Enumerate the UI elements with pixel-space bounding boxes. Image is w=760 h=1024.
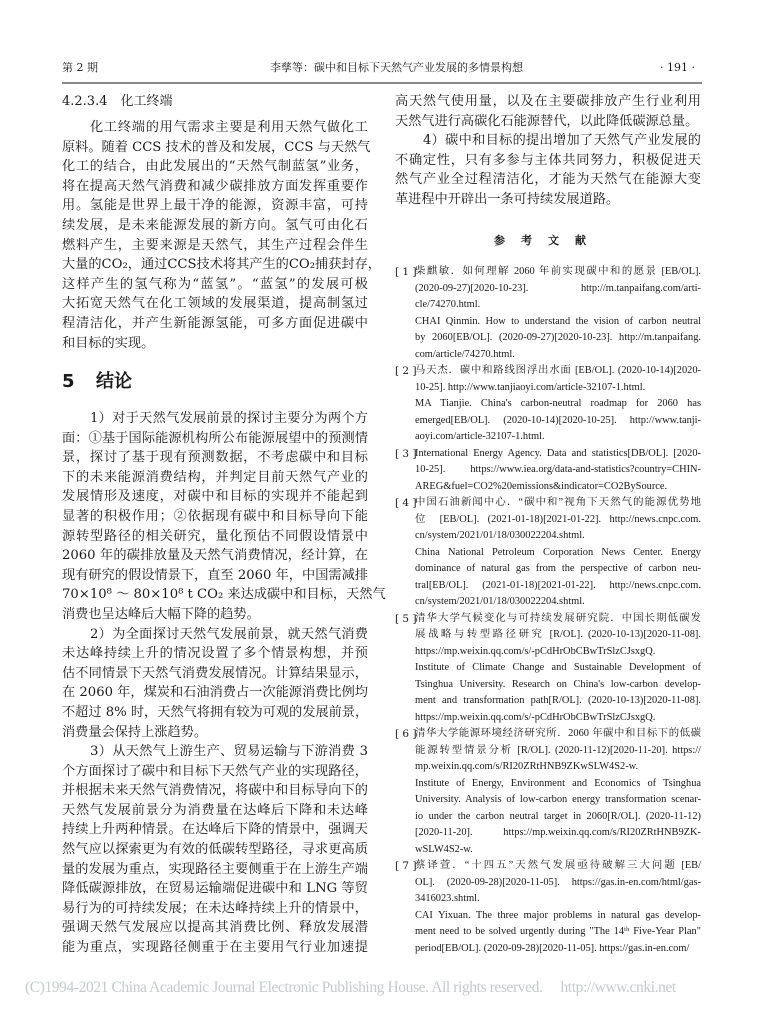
reference-line: International Energy Agency. Data and statistics[DB/OL]. [2020-	[415, 447, 701, 459]
text-line: 不确定性，只有多参与主体共同努力，积极促进天	[395, 152, 701, 168]
reference-line: 3416023.shtml.	[415, 893, 480, 904]
text-line: 4）碳中和目标的提出增加了天然气产业发展的	[423, 133, 701, 149]
text-line: 将在提高天然气消费和减少碳排放方面发挥重要作	[62, 178, 368, 194]
reference-number: [ 5 ]	[395, 612, 417, 625]
text-line: 未达峰持续上升的情况设置了多个情景构想，并预	[62, 646, 368, 662]
reference-number: [ 2 ]	[395, 365, 417, 377]
reference-line: 柴麒敏．如何理解 2060 年前实现碳中和的愿景 [EB/OL].	[415, 266, 701, 277]
text-line: 1）对于天然气发展前景的探讨主要分为两个方	[90, 411, 368, 426]
reference-line: 清华大学气候变化与可持续发展研究院．中国长期低碳发	[415, 612, 701, 624]
text-line: 和目标的实现。	[62, 335, 155, 351]
reference-item	[395, 495, 701, 611]
reference-line: AREG&fuel=CO2%20emissions&indicator=CO2BySource.	[415, 480, 668, 492]
text-line: 并根据未来天然气消费情况，将碳中和目标导向下的	[62, 783, 368, 799]
reference-line: 10-25]. http://www.tanjiaoyi.com/article-32107-1.html.	[415, 381, 646, 393]
conclusion-paragraph	[62, 409, 386, 625]
subsection-heading: 4.2.3.4 化工终端	[62, 94, 173, 109]
reference-line: aoyi.com/article-32107-1.html.	[415, 431, 545, 442]
text-line: 革进程中开辟出一条可持续发展道路。	[395, 191, 620, 207]
text-line: 发展情形及速度，对碳中和目标的实现并不能起到	[62, 489, 368, 505]
reference-item	[395, 363, 701, 446]
text-line: 2）为全面探讨天然气发展前景，就天然气消费	[90, 626, 368, 642]
reference-line: 马天杰．碳中和路线图浮出水面 [EB/OL]. (2020-10-14)[2020-	[415, 365, 701, 376]
reference-line: 能源转型情景分析 [R/OL]. (2020-11-12)[2020-11-20]. https://	[415, 744, 701, 756]
text-line: 燃料产生，主要来源是天然气，其生产过程会伴生	[62, 237, 368, 253]
text-line: 消费量会保持上涨趋势。	[62, 724, 208, 740]
text-line: 强调天然气发展应以提高其消费比例、释放发展潜	[62, 920, 368, 936]
reference-line: CHAI Qinmin. How to understand the vision of carbon neutral	[415, 315, 701, 327]
reference-line: tral[EB/OL]. (2021-01-18)[2021-01-22]. http://news.cnpc.com.	[415, 579, 701, 591]
reference-line: MA Tianjie. China's carbon-neutral roadmap for 2060 has	[415, 398, 701, 409]
reference-line: CAI Yixuan. The three major problems in natural gas develop-	[415, 909, 701, 921]
text-line: 在 2060 年，煤炭和石油消费占一次能源消费比例均	[62, 685, 368, 701]
text-line: 天然气进行高碳化石能源替代，以此降低碳源总量。	[395, 113, 699, 129]
text-line: 源转型路径的相关研究，量化预估不同假设情景中	[62, 528, 368, 544]
reference-line: 10-25]. https://www.iea.org/data-and-statistics?country=CHIN-	[415, 464, 701, 475]
text-line: 用。氢能是世界上最干净的能源，资源丰富，可持	[62, 198, 368, 214]
reference-number: [ 6 ]	[395, 728, 417, 740]
text-line: 景，探讨了基于现有预测数据，不考虑碳中和目标	[62, 450, 368, 466]
text-line: 能为重点，实现路径侧重于在主要用气行业加速提	[62, 940, 368, 956]
text-line: 估不同情景下天然气消费发展情况。计算结果显示，	[62, 665, 368, 681]
reference-line: ment need to be solved urgently during "The 14ᵗʰ Five-Year Plan"	[415, 926, 701, 937]
reference-line: by 2060[EB/OL]. (2020-09-27)[2020-10-23]. http://m.tanpaifang.	[415, 332, 701, 343]
text-line: 原料。随着 CCS 技术的普及和发展，CCS 与天然气	[62, 139, 371, 155]
text-line: 天然气发展前景分为消费量在达峰后下降和未达峰	[62, 802, 368, 818]
running-title: 李孳等：碳中和目标下天然气产业发展的多情景构想	[270, 61, 523, 74]
reference-line: mp.weixin.qq.com/s/RI20ZRtHNB9ZKwSLW4S2-w.	[415, 761, 639, 772]
references-list	[395, 264, 701, 957]
text-line: 续发展，是未来能源发展的新方向。氢气可由化石	[62, 217, 368, 233]
reference-line: OL]. (2020-09-28)[2020-11-05]. https://gas.in-en.com/html/gas-	[415, 876, 701, 888]
conclusion-paragraph	[62, 625, 368, 743]
text-line: 现有研究的假设情景下，直至 2060 年，中国需减排	[62, 567, 368, 583]
conclusions-continued	[395, 92, 701, 210]
text-line: 然气产业全过程清洁化，才能为天然气在能源大变	[395, 172, 701, 188]
text-line: 面：①基于国际能源机构所公布能源展望中的预测情	[62, 430, 368, 446]
text-line: 降低碳源排放，在贸易运输端促进碳中和 LNG 等贸	[62, 881, 368, 897]
text-line: 程清洁化，并产生新能源氢能，可多方面促进碳中	[62, 315, 368, 331]
text-line: 高天然气使用量，以及在主要碳排放产生行业利用	[395, 94, 701, 109]
reference-line: io under the carbon neutral target in 2060[R/OL]. (2020-11-12)	[415, 810, 701, 822]
text-line: 大量的CO₂，通过CCS技术将其产生的CO₂捕获封存，	[62, 257, 381, 273]
conclusions-list	[62, 409, 386, 958]
reference-number: [ 1 ]	[395, 266, 417, 278]
section-title-text: 结论	[96, 371, 132, 392]
reference-line: 展战略与转型路径研究 [R/OL]. (2020-10-13)[2020-11-08].	[415, 629, 701, 640]
reference-line: [2020-11-20]. https://mp.weixin.qq.com/s/RI20ZRtHNB9ZK-	[415, 827, 701, 838]
text-line: 70×10⁸ ～ 80×10⁸ t CO₂ 来达成碳中和目标，天然气	[62, 587, 386, 603]
reference-line: 蔡译萱．“十四五”天然气发展亟待破解三大问题 [EB/	[415, 860, 701, 871]
conclusion-paragraph	[62, 742, 368, 958]
reference-line: https://mp.weixin.qq.com/s/-pCdHrObCBwTrSlzCJsxgQ.	[415, 645, 656, 657]
right-column	[395, 92, 701, 210]
reference-line: dominance of natural gas from the perspective of carbon neu-	[415, 563, 701, 574]
reference-line: wSLW4S2-w.	[415, 843, 473, 855]
reference-number: [ 4 ]	[395, 497, 417, 509]
text-line: 这样产生的氢气称为“蓝氢”。“蓝氢”的发展可极	[62, 276, 368, 292]
reference-line: China National Petroleum Corporation News Center. Energy	[415, 546, 701, 558]
text-line: 2060 年的碳排放量及天然气消费情况，经计算，在	[62, 548, 368, 564]
conclusion-paragraph	[395, 92, 701, 131]
reference-line: Tsinghua University. Research on China's low-carbon develop-	[415, 678, 701, 690]
text-line: 易行为的可持续发展；在未达峰持续上升的情景中，	[62, 900, 368, 916]
text-line: 大拓宽天然气在化工领域的发展渠道，提高制氢过	[62, 296, 368, 312]
conclusion-section	[62, 370, 386, 958]
reference-item	[395, 858, 701, 957]
text-line: 量的发展为重点，实现路径主要侧重于在上游生产端	[62, 861, 368, 877]
reference-line: https://mp.weixin.qq.com/s/-pCdHrObCBwTrSlzCJsxgQ.	[415, 711, 656, 723]
reference-line: Institute of Climate Change and Sustainable Development of	[415, 662, 701, 673]
section-title	[62, 370, 368, 394]
text-line: 然气应以探索更为有效的低碳转型路径，寻求更高质	[62, 842, 368, 858]
text-line: 3）从天然气上游生产、贸易运输与下游消费 3	[90, 744, 368, 760]
reference-item	[395, 726, 701, 858]
text-line: 不超过 8% 时，天然气将拥有较为可观的发展前景，	[62, 704, 369, 720]
copyright-text: (C)1994-2021 China Academic Journal Electronic Publishing House. All rights reserved.	[25, 979, 543, 996]
reference-line: ment and transformation path[R/OL]. (2020-10-13)[2020-11-08].	[415, 695, 701, 706]
reference-item	[395, 446, 701, 496]
header-rule	[62, 82, 702, 84]
text-line: 显著的积极作用；②依据现有碳中和目标导向下能	[62, 508, 368, 524]
reference-line: (2020-09-27)[2020-10-23]. http://m.tanpaifang.com/arti-	[415, 282, 701, 294]
reference-line: 位 [EB/OL]. (2021-01-18)[2021-01-22]. http://news.cnpc.com.	[415, 513, 701, 525]
text-line: 个方面探讨了碳中和目标下天然气产业的实现路径，	[62, 763, 368, 779]
reference-line: 中国石油新闻中心．“碳中和”视角下天然气的能源优势地	[415, 497, 701, 508]
text-line: 化工的结合，由此发展出的“天然气制蓝氢”业务，	[62, 159, 368, 175]
reference-line: period[EB/OL]. (2020-09-28)[2020-11-05]. https://gas.in-en.com/	[415, 942, 690, 954]
cnki-link[interactable]: http://www.cnki.net	[560, 979, 676, 996]
conclusion-paragraph	[395, 131, 701, 209]
references-section	[395, 233, 701, 957]
reference-line: emerged[EB/OL]. (2020-10-14)[2020-10-25]. http://www.tanji-	[415, 414, 701, 426]
reference-number: [ 3 ]	[395, 447, 417, 460]
reference-line: 清华大学能源环境经济研究所．2060 年碳中和目标下的低碳	[415, 728, 701, 739]
reference-line: com/article/74270.html.	[415, 348, 515, 360]
references-title: 参考文献	[494, 234, 602, 247]
reference-item	[395, 611, 701, 727]
page-number: · 191 ·	[660, 61, 695, 74]
reference-line: cn/system/2021/01/18/030022204.shtml.	[415, 530, 585, 541]
text-line: 化工终端的用气需求主要是利用天然气做化工	[90, 120, 368, 135]
left-column	[62, 92, 381, 353]
chemical-terminal-paragraph	[62, 118, 381, 353]
reference-line: Institute of Energy, Environment and Economics of Tsinghua	[415, 777, 701, 789]
text-line: 持续上升两种情景。在达峰后下降的情景中，强调天	[62, 822, 368, 838]
reference-line: cn/system/2021/01/18/030022204.shtml.	[415, 596, 585, 607]
reference-line: University. Analysis of low-carbon energy transformation scenar-	[415, 794, 701, 805]
issue-number: 第 2 期	[62, 61, 98, 74]
text-line: 下的未来能源消费结构，并判定目前天然气产业的	[62, 469, 368, 485]
reference-line: cle/74270.html.	[415, 299, 481, 310]
reference-number: [ 7 ]	[395, 860, 417, 872]
text-line: 消费也呈达峰后大幅下降的趋势。	[62, 606, 260, 622]
section-number: 5	[62, 371, 75, 392]
copyright-footer	[25, 979, 676, 997]
reference-item	[395, 264, 701, 363]
